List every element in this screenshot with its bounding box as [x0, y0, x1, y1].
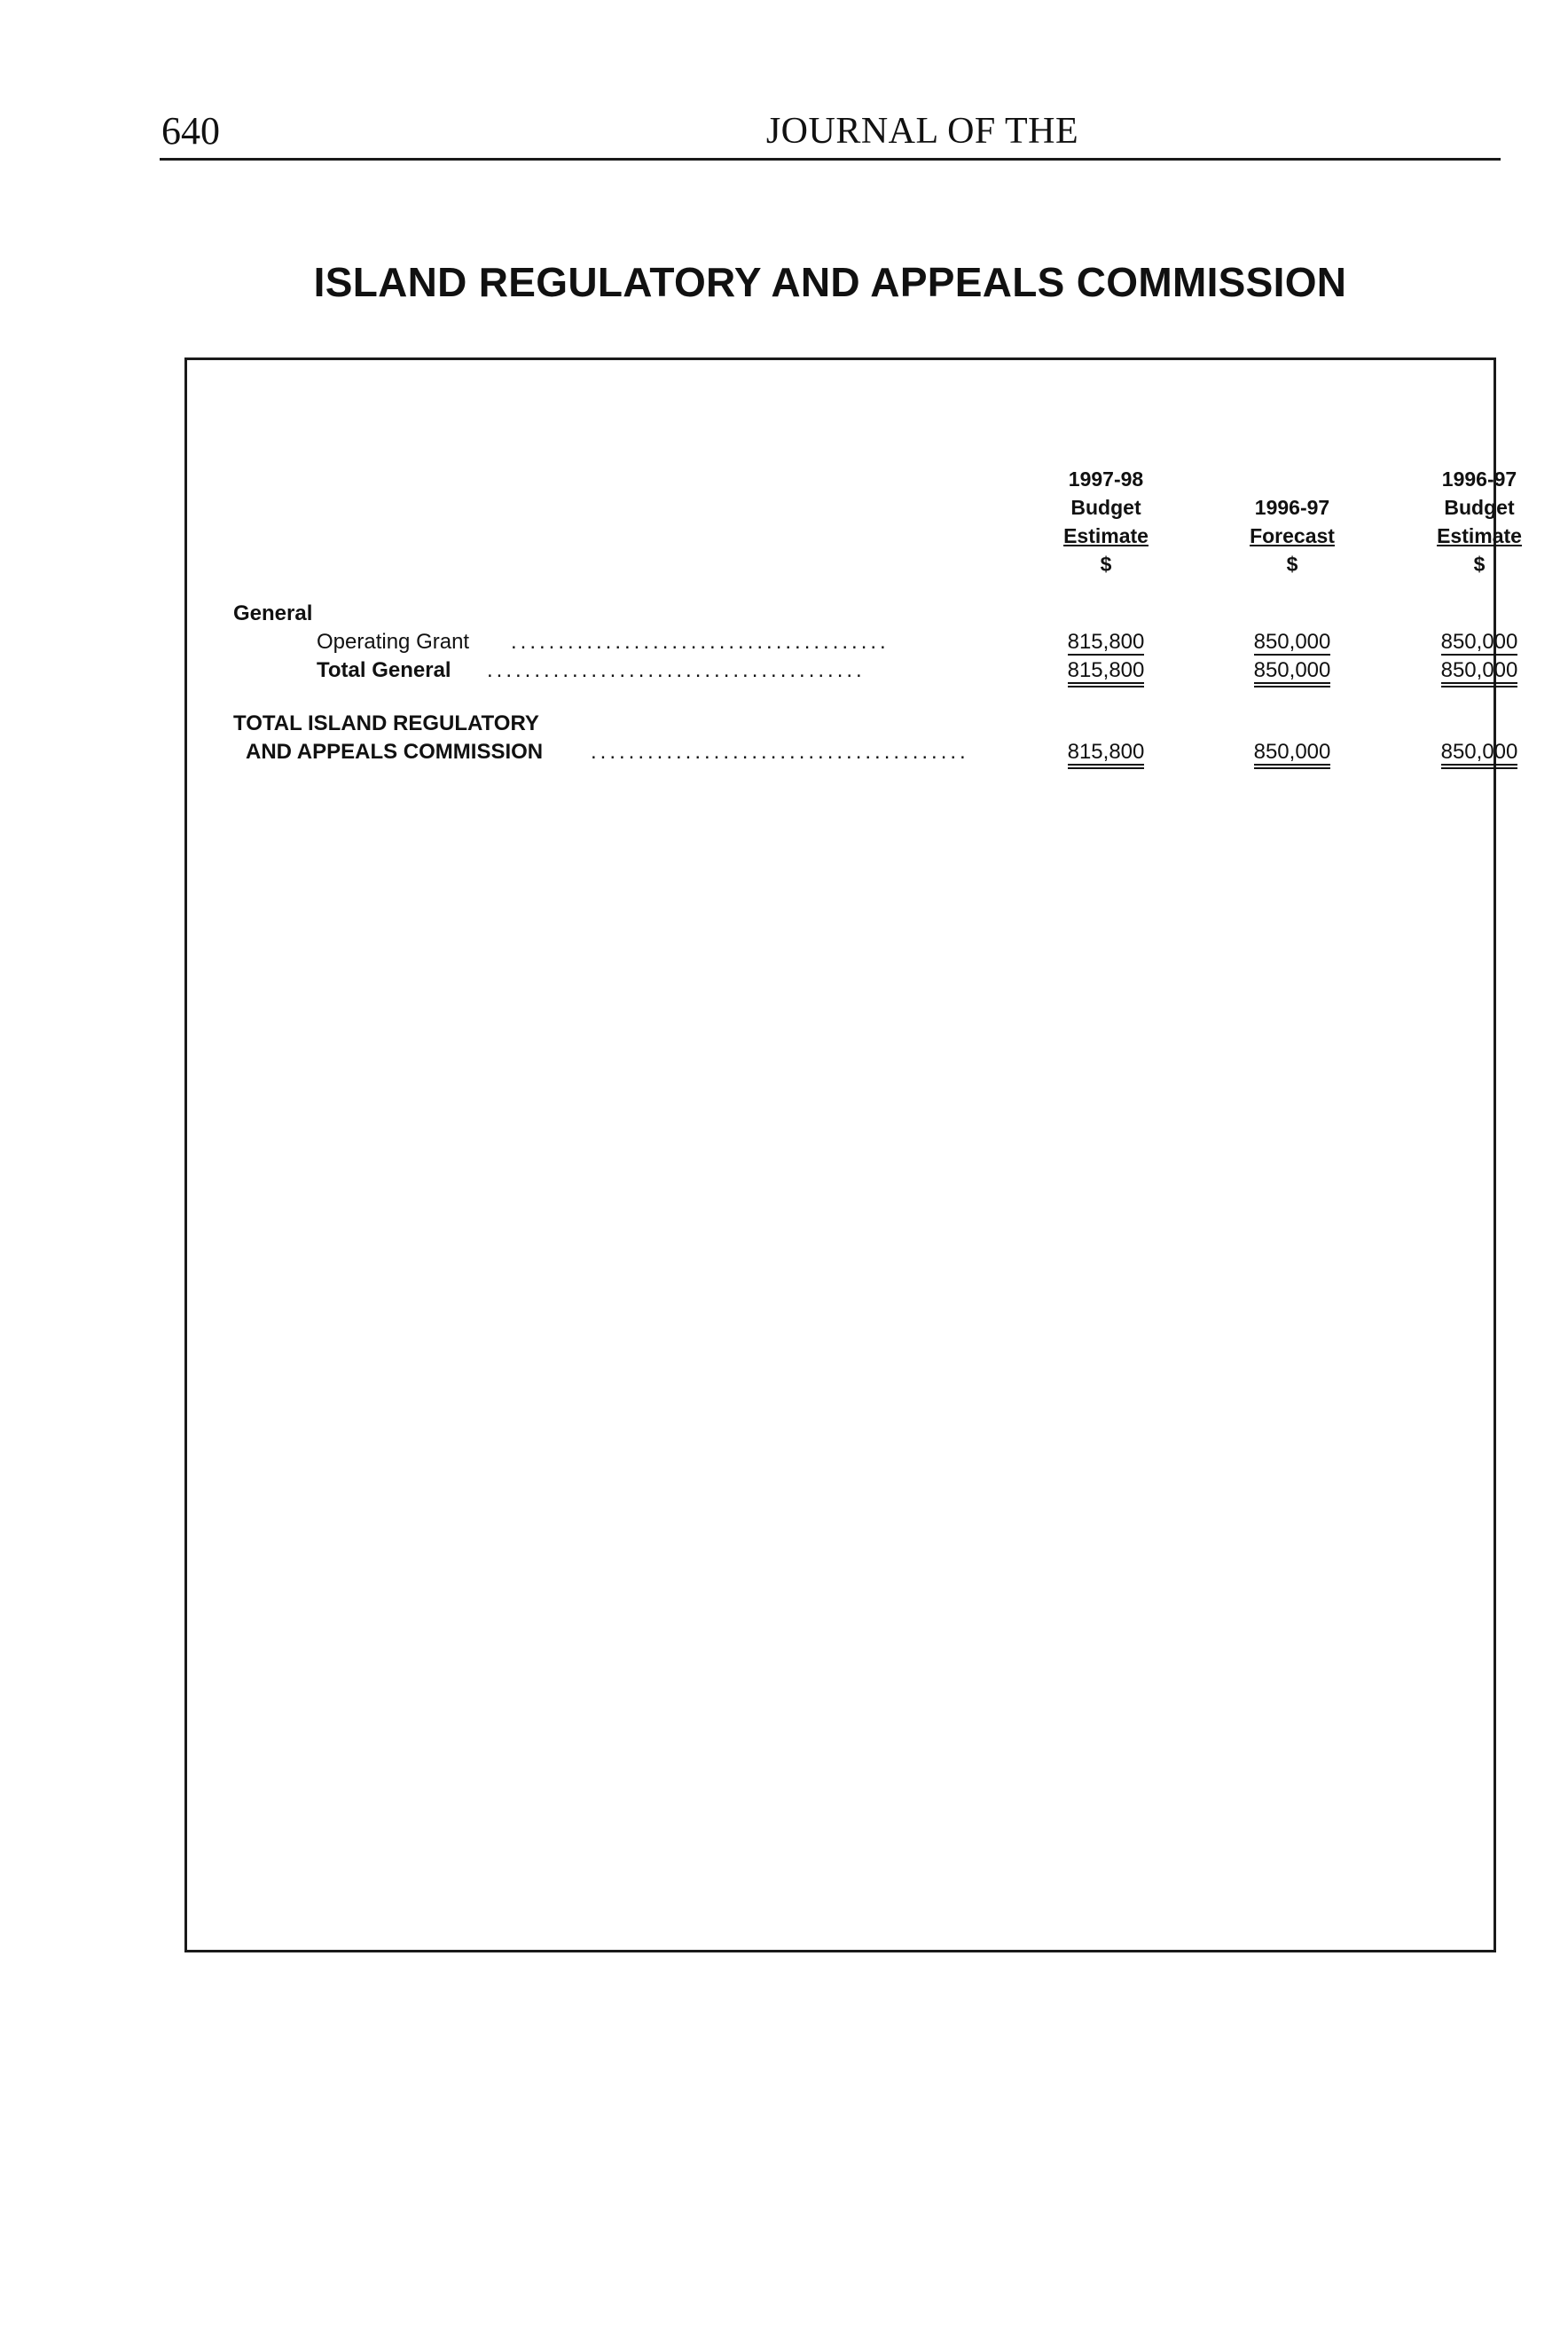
cell-total-general-1996-97-budget: 850,000	[1391, 656, 1568, 687]
budget-table	[184, 357, 1522, 1952]
column-header-unit: $	[1473, 553, 1486, 576]
dot-leader: ........................................	[591, 740, 969, 764]
group-label-general: General	[233, 601, 313, 625]
journal-title: JOURNAL OF THE	[765, 111, 1079, 152]
cell-operating-grant-1996-97-forecast: 850,000	[1253, 630, 1331, 654]
column-header-year: 1996-97	[1441, 467, 1517, 491]
column-header-unit: $	[1286, 553, 1298, 576]
cell-operating-grant-1996-97-budget: 850,000	[1440, 630, 1518, 654]
column-header-1996-97-budget-estimate	[1391, 465, 1568, 578]
column-header-year: 1997-98	[1068, 467, 1144, 491]
row-label-total-general: Total General	[317, 658, 451, 682]
cell-total-general-1996-97-forecast: 850,000	[1203, 656, 1381, 687]
column-header-type: 1996-97	[1254, 496, 1330, 519]
row-label-grand-total-line1: TOTAL ISLAND REGULATORY	[233, 711, 539, 735]
running-head	[160, 105, 1501, 161]
column-header-unit: $	[1100, 553, 1112, 576]
cell-grand-total-1996-97-forecast: 850,000	[1203, 738, 1381, 769]
column-header-1997-98-budget-estimate	[1017, 465, 1195, 578]
cell-grand-total-1997-98-budget: 815,800	[1017, 738, 1195, 769]
page-number: 640	[161, 109, 220, 153]
row-label-operating-grant: Operating Grant	[317, 630, 470, 654]
cell-operating-grant-1997-98-budget: 815,800	[1067, 630, 1145, 654]
row-label-grand-total-line2: AND APPEALS COMMISSION	[246, 740, 544, 764]
dot-leader: ........................................	[487, 658, 866, 682]
column-header-subtype: Forecast	[1250, 524, 1335, 547]
column-header-year	[1203, 465, 1381, 493]
section-title: ISLAND REGULATORY AND APPEALS COMMISSION	[313, 259, 1347, 305]
column-header-type: Budget	[1444, 496, 1515, 519]
cell-total-general-1997-98-budget: 815,800	[1017, 656, 1195, 687]
cell-grand-total-1996-97-budget: 850,000	[1391, 738, 1568, 769]
column-header-subtype: Estimate	[1063, 524, 1149, 547]
column-header-1996-97-forecast	[1203, 465, 1381, 578]
column-header-type: Budget	[1070, 496, 1141, 519]
column-header-subtype: Estimate	[1437, 524, 1522, 547]
dot-leader: ........................................	[511, 630, 890, 654]
